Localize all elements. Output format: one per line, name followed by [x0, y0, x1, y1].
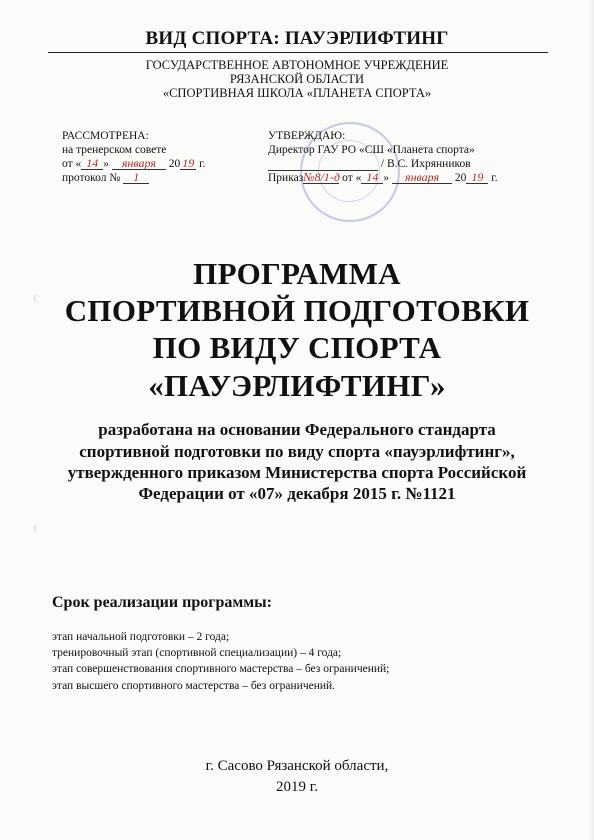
stage-item: тренировочный этап (спортивной специализации) – 4 года; [52, 647, 342, 659]
handwritten-day: 14 [81, 157, 103, 170]
sport-type-heading: ВИД СПОРТА: ПАУЭРЛИФТИНГ [145, 28, 449, 49]
handwritten-year: 19 [466, 171, 488, 184]
program-title-line: СПОРТИВНОЙ ПОДГОТОВКИ [64, 293, 530, 328]
basis-line: Федерации от «07» декабря 2015 г. №1121 [138, 484, 456, 503]
handwritten-month: января [112, 157, 166, 170]
handwritten-day: 14 [361, 171, 383, 184]
considered-council: на тренерском совете [62, 144, 167, 156]
organization-line: РЯЗАНСКОЙ ОБЛАСТИ [229, 72, 365, 86]
program-title-line: ПРОГРАММА [193, 256, 401, 291]
basis-line: разработана на основании Федерального стандарта [98, 420, 496, 439]
basis-line: спортивной подготовки по виду спорта «пауэрлифтинг», [79, 442, 515, 461]
handwritten-order-number: №8/1-д [303, 170, 340, 184]
approved-director-title: Директор ГАУ РО «СШ «Планета спорта» [268, 144, 475, 156]
organization-line: ГОСУДАРСТВЕННОЕ АВТОНОМНОЕ УЧРЕЖДЕНИЕ [145, 58, 449, 72]
organization-line: «СПОРТИВНАЯ ШКОЛА «ПЛАНЕТА СПОРТА» [162, 86, 432, 100]
considered-protocol: протокол № 1 [62, 171, 205, 185]
header-divider [48, 52, 548, 53]
term-heading: Срок реализации программы: [52, 594, 272, 611]
approved-signature-line: / В.С. Ихрянников [268, 157, 498, 171]
stage-item: этап начальной подготовки – 2 года; [52, 631, 230, 643]
city-line: г. Сасово Рязанской области, [205, 758, 389, 774]
punch-hole-mark [34, 524, 44, 533]
considered-title: РАССМОТРЕНА: [62, 130, 149, 142]
program-title-line: ПО ВИДУ СПОРТА [152, 330, 442, 365]
basis-line: утвержденного приказом Министерства спорта Российской [67, 463, 527, 482]
approved-order: Приказ№8/1-д от « 14 » января 20 19 г. [268, 170, 498, 184]
handwritten-protocol-number: 1 [123, 171, 149, 184]
considered-block [62, 129, 205, 185]
handwritten-year: 19 [182, 156, 195, 170]
handwritten-month: января [392, 171, 452, 184]
year-line: 2019 г. [276, 779, 318, 795]
stage-item: этап высшего спортивного мастерства – без ограничений. [52, 680, 336, 692]
approved-title: УТВЕРЖДАЮ: [268, 130, 346, 142]
program-title-line: «ПАУЭРЛИФТИНГ» [148, 368, 446, 403]
stage-item: этап совершенствования спортивного мастерства – без ограничений; [52, 663, 390, 675]
approved-block [268, 129, 498, 185]
considered-date: от « 14 » января 20 19 г. [62, 156, 206, 170]
